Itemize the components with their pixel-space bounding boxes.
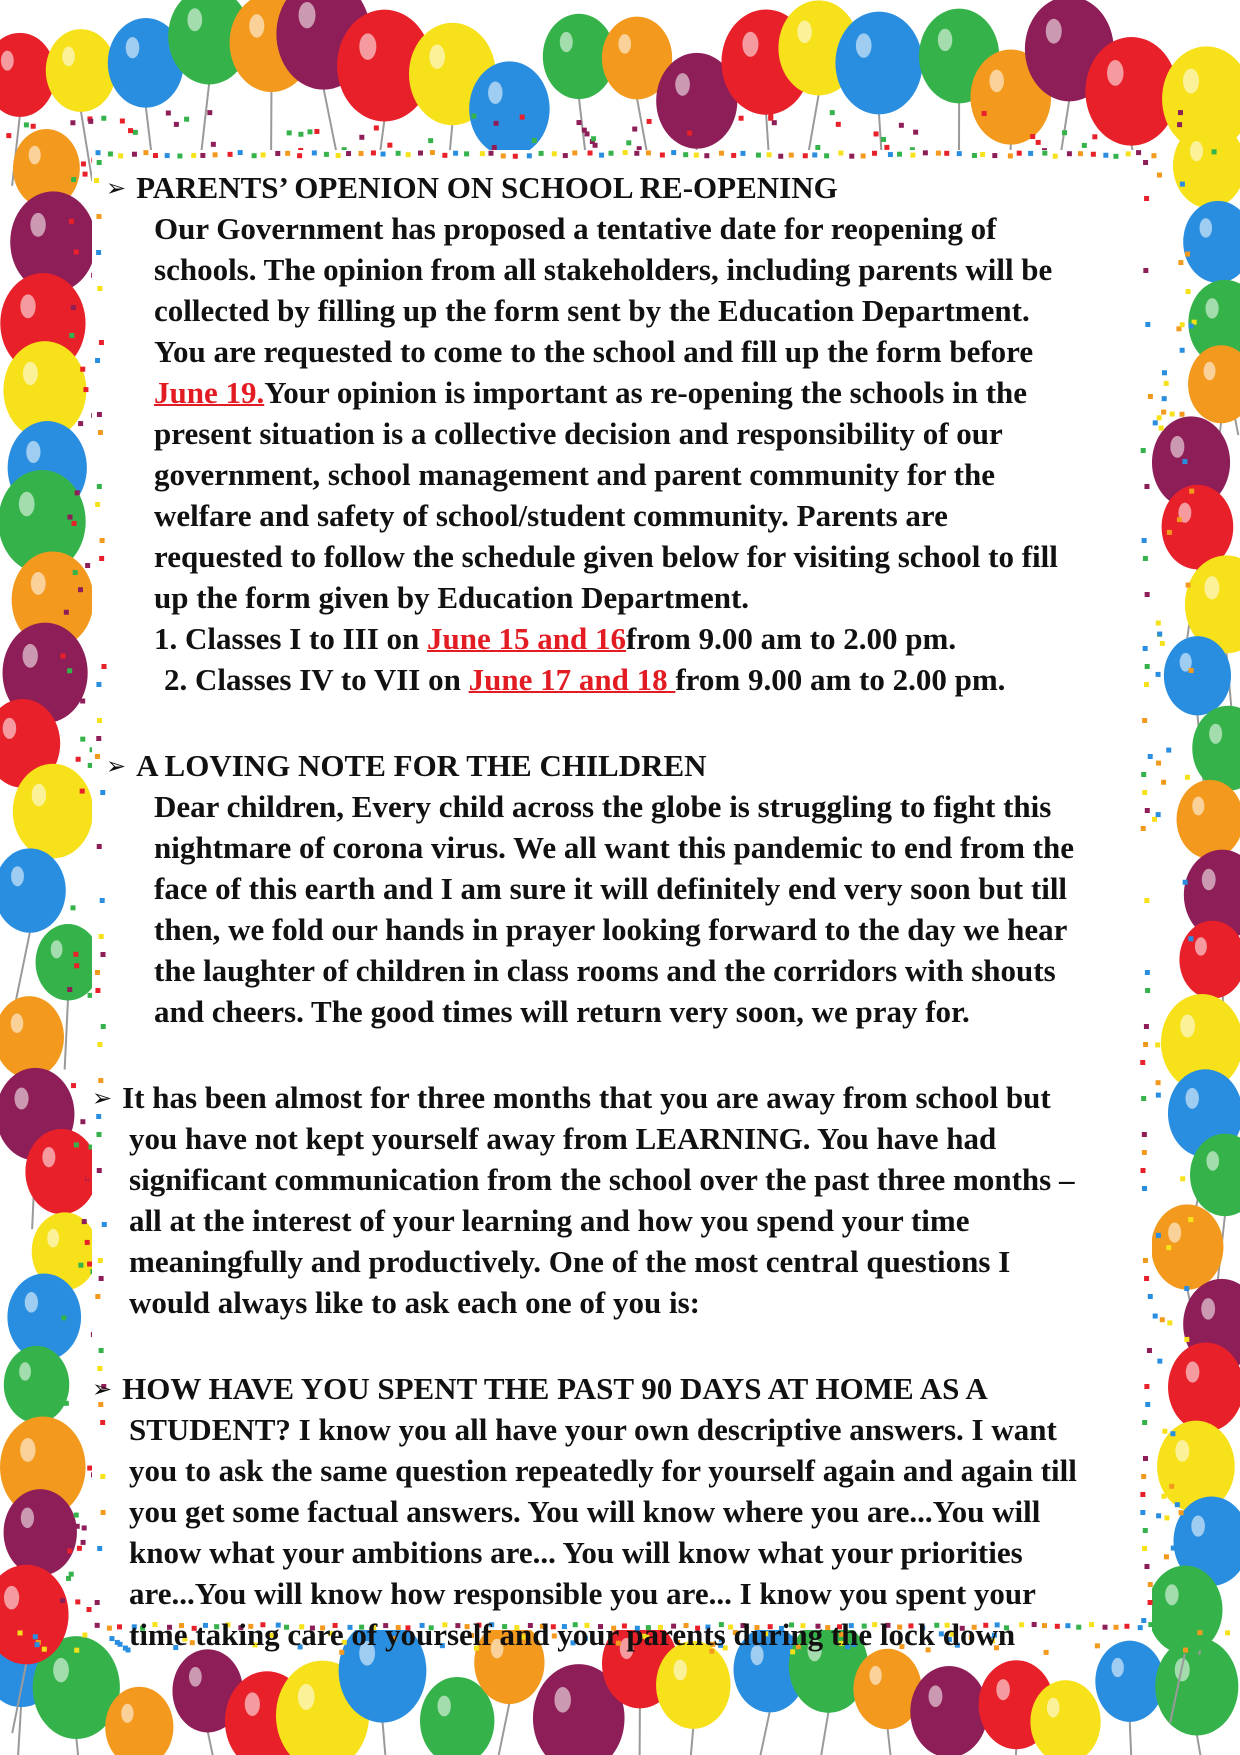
paragraph-line: all at the interest of your learning and how you spend your time (129, 1203, 970, 1238)
arrow-bullet-icon: ➢ (92, 1375, 113, 1403)
paragraph-line: would always like to ask each one of you is: (129, 1285, 700, 1320)
paragraph-line: significant communication from the school over the past three months – (129, 1162, 1075, 1197)
paragraph-line: Our Government has proposed a tentative date for reopening of (154, 211, 997, 246)
paragraph-line: then, we fold our hands in prayer looking forward to the day we hear (154, 912, 1068, 947)
paragraph-line: you get some factual answers. You will know where you are...You will (129, 1494, 1041, 1529)
arrow-bullet-icon: ➢ (92, 1084, 113, 1112)
paragraph-line: Dear children, Every child across the globe is struggling to fight this (154, 789, 1052, 824)
paragraph-line: collected by filling up the form sent by the Education Department. (154, 293, 1030, 328)
schedule-item-1: 1. Classes I to III on June 15 and 16from 9.00 am to 2.00 pm. (154, 621, 957, 656)
paragraph-line: present situation is a collective decision and responsibility of our (154, 416, 1003, 451)
arrow-bullet-icon: ➢ (106, 174, 127, 202)
paragraph-line: STUDENT? I know you all have your own descriptive answers. I want (129, 1412, 1057, 1447)
paragraph-line: requested to follow the schedule given below for visiting school to fill (154, 539, 1058, 574)
schedule-date: June 15 and 16 (427, 621, 627, 656)
paragraph-line: the laughter of children in class rooms and the corridors with shouts (154, 953, 1056, 988)
deadline-date: June 19. (154, 375, 265, 410)
paragraph-line: are...You will know how responsible you are... I know you spent your (129, 1576, 1036, 1611)
paragraph-line: and cheers. The good times will return very soon, we pray for. (154, 994, 970, 1029)
paragraph-line: welfare and safety of school/student community. Parents are (154, 498, 948, 533)
section-heading-loving-note: ➢ A LOVING NOTE FOR THE CHILDREN (106, 748, 707, 783)
paragraph-line: up the form given by Education Department. (154, 580, 750, 615)
paragraph-line: June 19.Your opinion is important as re-opening the schools in the (154, 375, 1028, 410)
paragraph-line: government, school management and parent community for the (154, 457, 995, 492)
section-heading-parents-opinion: ➢ PARENTS’ OPENION ON SCHOOL RE-OPENING (106, 170, 838, 205)
schedule-date: June 17 and 18 (468, 662, 676, 697)
paragraph-line: time taking care of yourself and your parents during the lock down (129, 1617, 1016, 1652)
arrow-bullet-icon: ➢ (106, 752, 127, 780)
paragraph-line: You are requested to come to the school and fill up the form before (154, 334, 1034, 369)
paragraph-line: face of this earth and I am sure it will definitely end very soon but till (154, 871, 1068, 906)
paragraph-line: know what your ambitions are... You will know what your priorities (129, 1535, 1023, 1570)
paragraph-line: nightmare of corona virus. We all want this pandemic to end from the (154, 830, 1074, 865)
paragraph-line: meaningfully and productively. One of the most central questions I (129, 1244, 1011, 1279)
paragraph-line: schools. The opinion from all stakeholders, including parents will be (154, 252, 1053, 287)
paragraph-line: you have not kept yourself away from LEARNING. You have had (129, 1121, 997, 1156)
paragraph-line: ➢ It has been almost for three months that you are away from school but (92, 1080, 1051, 1115)
paragraph-line: ➢ HOW HAVE YOU SPENT THE PAST 90 DAYS AT HOME AS A (92, 1371, 988, 1406)
paragraph-line: you to ask the same question repeatedly for yourself again and again till (129, 1453, 1077, 1488)
schedule-item-2: 2. Classes IV to VII on June 17 and 18 from 9.00 am to 2.00 pm. (164, 662, 1006, 697)
